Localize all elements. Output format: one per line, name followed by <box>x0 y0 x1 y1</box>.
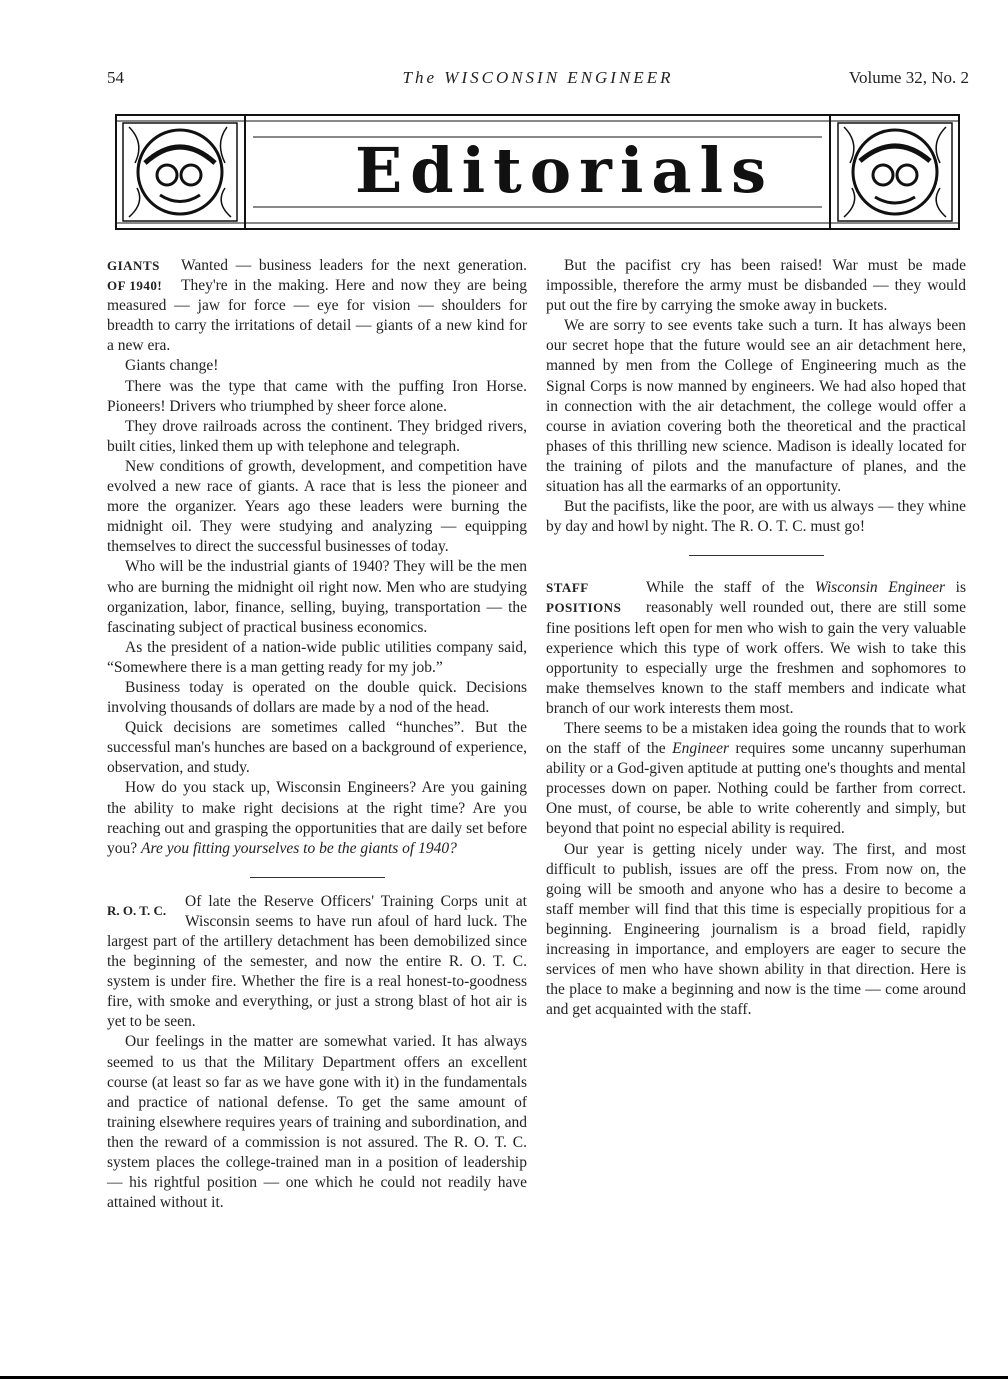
rotc-heading: R. O. T. C. <box>107 902 167 918</box>
staff-heading <box>546 578 646 618</box>
right-column <box>546 256 966 1020</box>
magazine-title: The WISCONSIN ENGINEER <box>402 68 674 87</box>
staff-heading-line1: STAFF <box>546 580 589 596</box>
volume-issue: Volume 32, No. 2 <box>848 68 969 87</box>
running-head <box>107 68 969 92</box>
giants-paragraph-final <box>107 778 527 858</box>
rotc-paragraph: But the pacifists, like the poor, are with us always — they whine by day and howl by night. The R. O. T. C. must go! <box>546 498 966 536</box>
page-number: 54 <box>107 68 124 87</box>
staff-paragraph: Our year is getting nicely under way. The first, and most difficult to publish, issues are off the press. From now on, the going will be smooth and anyone who has a desire to become a staff member will find that this time is especially propitious for a beginning. Engineering journalism is a broad field, rapidly increasing in importance, and employers are eager to secure the services of men who have shown ability in that direction. Here is the place to make a beginning and now is the time — come around and get acquainted with the staff. <box>546 840 966 1019</box>
section-divider <box>689 555 824 556</box>
rotc-paragraph: Our feelings in the matter are somewhat varied. It has always seemed to us that the Military Department offers an excellent course (at least so far as we have gone with it) in the fundamentals and practice of national defense. To get the same amount of training elsewhere requires years of training and subordination, and then the reward of a commission is not assured. The R. O. T. C. system places the college-trained man in a position of leadership — his rightful position — one which he could not readily have attained without it. <box>107 1033 527 1212</box>
left-column <box>107 256 527 1213</box>
giants-paragraph: As the president of a nation-wide public utilities company said, “Somewhere there is a man getting ready for my job.” <box>107 638 527 676</box>
giants-heading-line1: GIANTS <box>107 258 160 273</box>
staff-text: There seems to be a mistaken idea going the rounds that to work on the staff of the <box>546 719 966 758</box>
staff-text: requires some uncanny superhuman ability or a God-given aptitude at putting one's thoughts and mental processes down on paper. Nothing could be farther from correct. One must, of course, be able to write coherently and simply, but beyond that point no especial ability is required. <box>546 740 966 838</box>
staff-paragraph <box>546 719 966 840</box>
giants-paragraph: Wanted — business leaders for the next generation. They're in the making. Here and now they are being measured — jaw for force — eye for vision — shoulders for breadth to carry the irritations of detail — giants of a new kind for a new era. <box>107 257 527 355</box>
giants-closing-question: Are you fitting yourselves to be the giants of 1940? <box>141 839 457 857</box>
staff-heading-line2: POSITIONS <box>546 600 622 616</box>
giants-paragraph: Business today is operated on the double quick. Decisions involving thousands of dollars are made by a nod of the head. <box>107 678 527 717</box>
staff-text: While the staff of the <box>646 579 815 597</box>
giants-paragraph: Giants change! <box>125 357 219 375</box>
section-divider <box>250 877 385 878</box>
caricature-face-icon <box>838 123 952 221</box>
staff-magazine-name: Engineer <box>672 740 729 758</box>
giants-paragraph: New conditions of growth, development, and competition have evolved a new race of giants. A race that is less the pioneer and more the organizer. Years ago these leaders were burning the midnight oil. They were studying and analyzing — equipping themselves to direct the successful businesses of today. <box>107 457 527 556</box>
editorials-banner <box>115 113 960 233</box>
caricature-face-icon <box>123 123 237 221</box>
staff-magazine-name: Wisconsin Engineer <box>814 579 946 597</box>
rotc-paragraph: But the pacifist cry has been raised! War must be made impossible, therefore the army must be disbanded — they would put out the fire by carrying the smoke away in buckets. <box>546 257 966 315</box>
giants-paragraph: Who will be the industrial giants of 1940? They will be the men who are burning the midnight oil right now. Men who are studying organization, labor, finance, selling, buying, transportation — the fascinating subject of practical business economics. <box>107 558 527 636</box>
giants-closing-text: How do you stack up, Wisconsin Engineers? Are you gaining the ability to make right decisions at the right time? Are you reaching out and grasping the opportunities that are daily set before you? <box>107 779 527 857</box>
giants-paragraph: There was the type that came with the puffing Iron Horse. Pioneers! Drivers who triumphed by sheer force alone. <box>107 377 527 415</box>
rotc-paragraph: We are sorry to see events take such a turn. It has always been our secret hope that the future would see an air detachment here, manned by men from the College of Engineering much as the Signal Corps is now manned by engineers. We had also hoped that in connection with the air detachment, the college would offer a course in aviation covering both the theoretical and the practical phases of this thrilling new science. Madison is ideally located for the training of pilots and the manufacture of planes, and the situation has all the earmarks of an opportunity. <box>546 317 966 496</box>
rotc-paragraph: Of late the Reserve Officers' Training Corps unit at Wisconsin seems to have run afoul of hard luck. The largest part of the artillery detachment has been demobilized since the beginning of the semester, and now the entire R. O. T. C. system is under fire. Whether the fire is a real honest-to-goodness fire, with smoke and everything, or just a strong blast of hot air is yet to be seen. <box>107 892 527 1031</box>
giants-paragraph: They drove railroads across the continent. They bridged rivers, built cities, linked them up with telephone and telegraph. <box>107 417 527 455</box>
giants-heading-line2: OF 1940! <box>107 278 163 294</box>
giants-heading <box>107 256 181 296</box>
staff-text: is reasonably well rounded out, there are still some fine positions left open for men who wish to gain the very valuable experience which this type of work offers. We wish to take this opportunity to especially urge the freshmen and sophomores to make themselves known to the staff members and indicate what branch of our work interests them most. <box>546 579 966 717</box>
banner-title: Editorials <box>355 134 775 207</box>
giants-paragraph: Quick decisions are sometimes called “hunches”. But the successful man's hunches are based on a background of experience, observation, and study. <box>107 719 527 777</box>
